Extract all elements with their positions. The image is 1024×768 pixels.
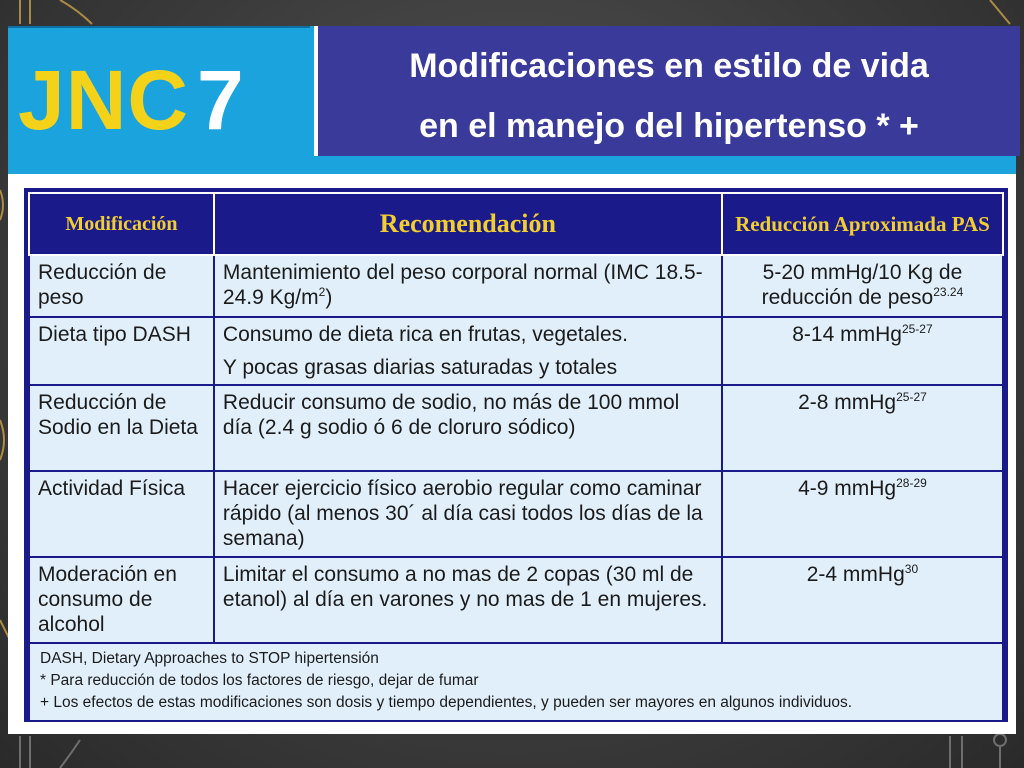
recommendation-cell — [214, 317, 722, 385]
reference-number: 30 — [904, 562, 919, 576]
recommendation-text-line-2: Y pocas grasas diarias saturadas y totales — [222, 356, 618, 379]
recommendation-cell: Limitar el consumo a no mas de 2 copas (30 ml de etanol) al día en varones y no mas de 1 en mujeres. — [214, 557, 722, 643]
slide-title-line-2: en el manejo del hipertenso * + — [419, 107, 919, 145]
footnote: + Los efectos de estas modificaciones son dosis y tiempo dependientes, y pueden ser mayores en algunos individuos. — [40, 694, 853, 711]
reduction-cell — [722, 385, 1003, 471]
modification-cell: Reducción de peso — [29, 255, 214, 317]
modification-cell: Actividad Física — [29, 471, 214, 557]
recommendation-tail: ) — [325, 286, 333, 309]
modification-cell: Moderación en consumo de alcohol — [29, 557, 214, 643]
column-header-recommendation: Recomendación — [214, 193, 722, 255]
table-row — [29, 471, 1003, 557]
modification-cell: Reducción de Sodio en la Dieta — [29, 385, 214, 471]
logo-main-text: JNC — [18, 53, 190, 147]
jnc7-logo — [18, 53, 308, 147]
reference-number: 23.24 — [933, 285, 964, 299]
column-header-modification: Modificación — [29, 193, 214, 255]
table-row — [29, 317, 1003, 385]
table-frame — [24, 188, 1008, 722]
reduction-text: 4-9 mmHg — [798, 477, 897, 500]
footnotes-cell — [29, 643, 1003, 721]
reduction-cell — [722, 255, 1003, 317]
table-header-row — [29, 193, 1003, 255]
footnote: * Para reducción de todos los factores de riesgo, dejar de fumar — [40, 672, 479, 689]
reduction-text: 5-20 mmHg/10 Kg de reducción de peso — [761, 261, 963, 309]
reduction-cell — [722, 557, 1003, 643]
superscript-2: 2 — [318, 285, 326, 299]
recommendation-text: Consumo de dieta rica en frutas, vegetales. — [222, 323, 628, 346]
recommendation-text: Mantenimiento del peso corporal normal (IMC 18.5-24.9 Kg/m — [222, 261, 703, 309]
recommendation-cell: Reducir consumo de sodio, no más de 100 mmol día (2.4 g sodio ó 6 de cloruro sódico) — [214, 385, 722, 471]
title-panel — [314, 26, 1020, 156]
reference-number: 25-27 — [896, 390, 927, 404]
table-row — [29, 557, 1003, 643]
footnote: DASH, Dietary Approaches to STOP hipertensión — [40, 650, 379, 667]
reference-number: 25-27 — [901, 322, 933, 336]
table-row — [29, 385, 1003, 471]
slide-title — [318, 36, 1020, 156]
reference-number: 28-29 — [896, 476, 927, 490]
reduction-text: 2-8 mmHg — [798, 391, 897, 414]
logo-panel — [8, 26, 310, 162]
reduction-text: 2-4 mmHg — [806, 563, 905, 586]
reduction-cell — [722, 317, 1003, 385]
recommendation-cell — [214, 255, 722, 317]
modification-cell: Dieta tipo DASH — [29, 317, 214, 385]
logo-number: 7 — [197, 53, 245, 147]
slide-header — [8, 26, 1016, 174]
footnotes-row — [29, 643, 1003, 721]
slide-title-line-1: Modificaciones en estilo de vida — [409, 47, 929, 85]
column-header-reduction: Reducción Aproximada PAS — [722, 193, 1003, 255]
reduction-cell — [722, 471, 1003, 557]
reduction-text: 8-14 mmHg — [792, 323, 902, 346]
lifestyle-table — [28, 192, 1004, 722]
recommendation-cell: Hacer ejercicio físico aerobio regular como caminar rápido (al menos 30´ al día casi todos los días de la semana) — [214, 471, 722, 557]
table-row — [29, 255, 1003, 317]
slide — [8, 26, 1016, 734]
